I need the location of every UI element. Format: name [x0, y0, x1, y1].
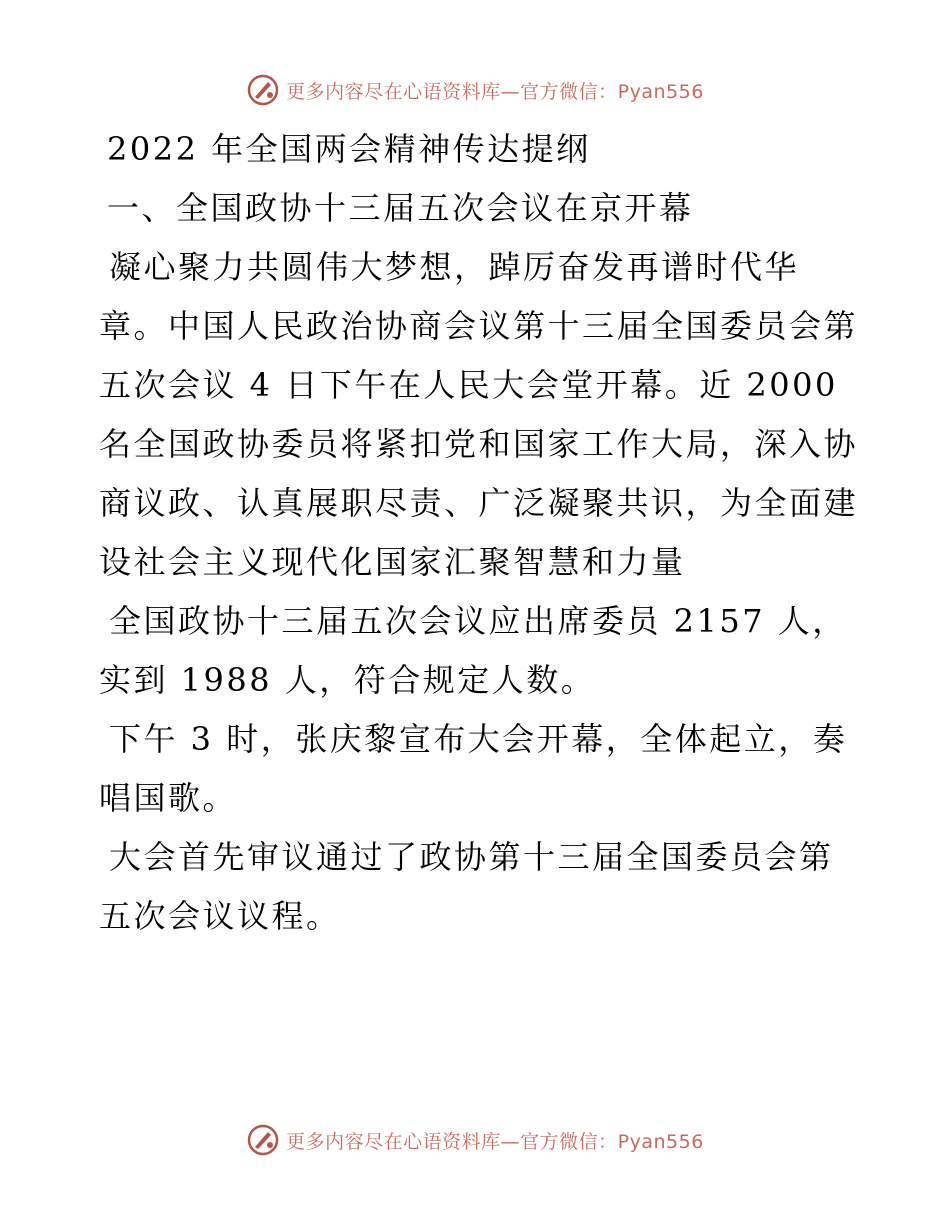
footer-watermark-banner	[0, 1120, 950, 1160]
document-title: 2022 年全国两会精神传达提纲	[107, 130, 591, 168]
section-heading: 一、全国政协十三届五次会议在京开幕	[107, 189, 694, 227]
brand-logo-icon	[246, 73, 280, 107]
paragraph-2: 全国政协十三届五次会议应出席委员 2157 人，实到 1988 人，符合规定人数。	[99, 602, 847, 699]
paragraph-3: 下午 3 时，张庆黎宣布大会开幕，全体起立，奏唱国歌。	[99, 720, 848, 817]
paragraph-1: 凝心聚力共圆伟大梦想，踔厉奋发再谱时代华章。中国人民政治协商会议第十三届全国委员会第五次会议 4 日下午在人民大会堂开幕。近 2000 名全国政协委员将紧扣党和国家工作大局，深入协商议政、认真展职尽责、广泛凝聚共识，为全面建设社会主义现代化国家汇聚智慧和力量	[99, 248, 859, 581]
document-body	[99, 120, 859, 946]
header-watermark-text: 更多内容尽在心语资料库—官方微信：Pyan556	[286, 80, 704, 103]
paragraph-4: 大会首先审议通过了政协第十三届全国委员会第五次会议议程。	[99, 838, 834, 935]
header-watermark-banner	[0, 70, 950, 110]
brand-logo-icon	[246, 1123, 280, 1157]
footer-watermark-text: 更多内容尽在心语资料库—官方微信：Pyan556	[286, 1130, 704, 1153]
